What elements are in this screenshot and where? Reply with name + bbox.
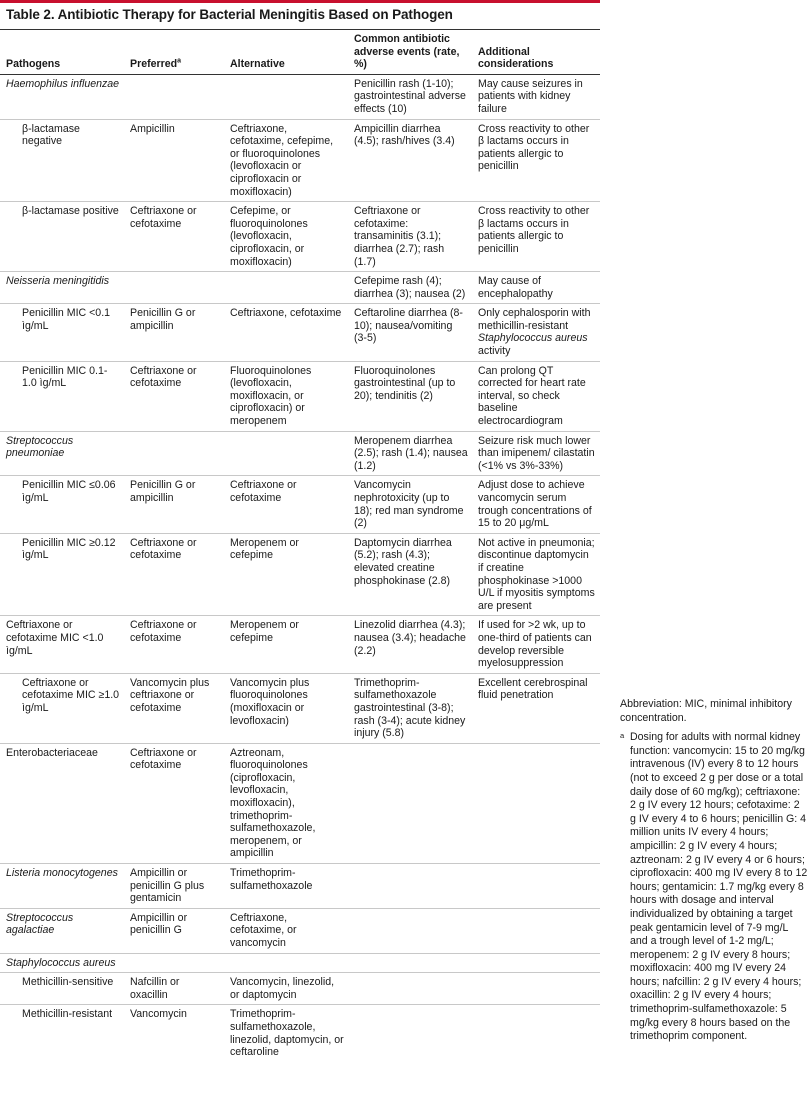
table-row [0,743,600,863]
therapy-table-container [0,30,600,1062]
preferred-cell [124,74,224,119]
table-row [0,431,600,476]
alternative-cell: Meropenem or cefepime [230,619,299,644]
alternative-cell [224,953,348,973]
table-notes [620,698,808,1044]
header-considerations: Additional considerations [472,30,600,74]
table-title: Table 2. Antibiotic Therapy for Bacterial Meningitis Based on Pathogen [6,7,453,22]
considerations-cell: May cause seizures in patients with kidney failure [478,77,583,115]
preferred-cell [124,431,224,476]
considerations-text: Only cephalosporin with methicillin-resistant [478,307,591,332]
table-row [0,533,600,616]
alternative-cell: Aztreonam, fluoroquinolones (ciprofloxacin, levofloxacin, moxifloxacin), trimethoprim-sulfamethoxazole, meropenem, or ampicillin [230,746,316,860]
alternative-cell: Fluoroquinolones (levofloxacin, moxifloxacin, or ciprofloxacin) or meropenem [230,364,312,428]
considerations-cell: If used for >2 wk, up to one-third of patients can develop reversible myelosuppression [478,619,592,670]
header-pathogens: Pathogens [0,30,124,74]
preferred-cell: Ampicillin [130,122,175,135]
header-preferred [124,30,224,74]
alternative-cell [224,431,348,476]
adverse-cell [348,743,472,863]
alternative-cell: Cefepime, or fluoroquinolones (levofloxacin, ciprofloxacin, or moxifloxacin) [230,205,308,268]
table-row [0,74,600,119]
header-preferred-label: Preferred [130,58,178,71]
pathogen-cell: Neisseria meningitidis [6,275,110,288]
preferred-cell: Vancomycin [130,1008,187,1021]
pathogen-cell: Streptococcus pneumoniae [6,434,74,460]
considerations-cell: Cross reactivity to other β lactams occurs in patients allergic to penicillin [478,205,590,255]
alternative-cell: Trimethoprim-sulfamethoxazole [230,867,313,892]
considerations-cell [472,304,600,361]
preferred-cell: Penicillin G or ampicillin [130,479,196,504]
pathogen-cell: Listeria monocytogenes [6,867,118,880]
adverse-cell [348,1005,472,1062]
title-accent-bar [0,0,600,3]
header-alternative: Alternative [224,30,348,74]
header-row [0,30,600,74]
considerations-cell: Adjust dose to achieve vancomycin serum trough concentrations of 15 to 20 μg/mL [478,479,592,530]
table-row [0,1005,600,1062]
pathogen-cell: Staphylococcus aureus [6,956,116,969]
dosing-footnote [620,731,808,1044]
abbreviation-note: Abbreviation: MIC, minimal inhibitory concentration. [620,698,792,724]
alternative-cell: Ceftriaxone, cefotaxime, cefepime, or fluoroquinolones (levofloxacin or ciprofloxacin or moxifloxacin) [230,122,334,198]
considerations-cell: Seizure risk much lower than imipenem/ cilastatin (<1% vs 3%-33%) [478,434,595,472]
considerations-cell [472,973,600,1005]
header-adverse-events: Common antibiotic adverse events (rate, %) [348,30,472,74]
preferred-cell: Nafcillin or oxacillin [130,976,180,1001]
adverse-cell [348,973,472,1005]
alternative-cell: Meropenem or cefepime [230,536,299,562]
pathogen-cell: Penicillin MIC 0.1-1.0 ìg/mL [22,364,108,390]
preferred-cell: Vancomycin plus ceftriaxone or cefotaxime [130,676,210,714]
adverse-cell: Ceftaroline diarrhea (8-10); nausea/vomiting (3-5) [354,307,463,345]
table-row [0,304,600,361]
considerations-cell: Excellent cerebrospinal fluid penetration [478,676,588,702]
table-row [0,973,600,1005]
pathogen-cell: Streptococcus agalactiae [6,911,74,937]
table-row [0,361,600,431]
considerations-cell: Not active in pneumonia; discontinue daptomycin if creatine phosphokinase >1000 U/L if myositis symptoms are present [478,536,595,612]
pathogen-cell: Penicillin MIC ≥0.12 ìg/mL [22,536,116,562]
alternative-cell: Vancomycin plus fluoroquinolones (moxifloxacin or levofloxacin) [230,676,310,727]
adverse-cell [348,908,472,953]
table-row [0,673,600,743]
adverse-cell: Fluoroquinolones gastrointestinal (up to 20); tendinitis (2) [354,364,456,402]
considerations-text-end: activity [478,345,511,358]
considerations-organism: Staphylococcus aureus [478,332,588,345]
table-row [0,202,600,272]
considerations-cell: Can prolong QT corrected for heart rate interval, so check baseline electrocardiogram [478,364,586,428]
table-row [0,476,600,533]
pathogen-cell: β-lactamase negative [22,122,80,148]
alternative-cell: Vancomycin, linezolid, or daptomycin [230,976,335,1001]
adverse-cell: Meropenem diarrhea (2.5); rash (1.4); nausea (1.2) [354,434,468,472]
therapy-table [0,30,600,1062]
pathogen-cell: Ceftriaxone or cefotaxime MIC <1.0 ìg/mL [6,619,104,657]
alternative-cell: Ceftriaxone, cefotaxime, or vancomycin [230,911,297,949]
pathogen-cell: β-lactamase positive [22,205,119,218]
alternative-cell: Trimethoprim-sulfamethoxazole, linezolid, daptomycin, or ceftaroline [230,1008,344,1059]
adverse-cell [348,864,472,909]
pathogen-cell: Methicillin-resistant [22,1008,113,1021]
considerations-cell [472,864,600,909]
adverse-cell: Penicillin rash (1-10); gastrointestinal adverse effects (10) [354,77,466,115]
pathogen-cell: Penicillin MIC ≤0.06 ìg/mL [22,479,116,504]
footnote-text: Dosing for adults with normal kidney function: vancomycin: 15 to 20 mg/kg intravenous (IV) every 8 to 12 hours (not to exceed 2 g per dose or a total daily dose of 60 mg/kg); ceftriaxone: 2 g IV every 12 hours; cefotaxime: 2 g IV every 4 to 6 hours; penicillin G: 4 million units IV every 4 hours; ampicillin: 2 g IV every 4 hours; aztreonam: 2 g IV every 4 or 6 hours; ciprofloxacin: 400 mg IV every 8 to 12 hours; gentamicin: 1.7 mg/kg every 8 hours with dosage and interval individualized by obtaining a target peak gentamicin level of 7-9 mg/L and a trough level of 1-2 mg/L; meropenem: 2 g IV every 8 hours; moxifloxacin: 400 mg IV every 24 hours; nafcillin: 2 g IV every 4 hours; oxacillin: 2 g IV every 4 hours; trimethoprim-sulfamethoxazole: 5 mg/kg every 8 hours based on the trimethoprim component. [630,731,808,1043]
preferred-cell: Ampicillin or penicillin G [130,911,188,937]
pathogen-cell: Haemophilus influenzae [6,77,120,90]
considerations-cell [472,1005,600,1062]
preferred-cell: Ceftriaxone or cefotaxime [130,746,197,772]
header-preferred-footnote-mark: a [177,57,182,65]
considerations-cell [472,908,600,953]
preferred-cell: Ceftriaxone or cefotaxime [130,364,197,390]
preferred-cell [124,272,224,304]
pathogen-cell: Penicillin MIC <0.1 ìg/mL [22,307,111,332]
preferred-cell: Ampicillin or penicillin G plus gentamicin [130,867,205,905]
adverse-cell [348,953,472,973]
adverse-cell: Ceftriaxone or cefotaxime: transaminitis (3.1); diarrhea (2.7); rash (1.7) [354,205,445,268]
adverse-cell: Vancomycin nephrotoxicity (up to 18); red man syndrome (2) [354,479,464,530]
table-row [0,272,600,304]
considerations-cell: Cross reactivity to other β lactams occurs in patients allergic to penicillin [478,122,590,173]
footnote-mark: a [620,731,625,741]
table-row [0,616,600,673]
alternative-cell [224,272,348,304]
considerations-cell [472,953,600,973]
table-row [0,119,600,202]
preferred-cell: Ceftriaxone or cefotaxime [130,205,197,230]
adverse-cell: Daptomycin diarrhea (5.2); rash (4.3); elevated creatine phosphokinase (2.8) [354,536,452,587]
considerations-cell [472,743,600,863]
preferred-cell: Ceftriaxone or cefotaxime [130,536,197,562]
preferred-cell: Penicillin G or ampicillin [130,307,196,332]
alternative-cell [224,74,348,119]
adverse-cell: Trimethoprim-sulfamethoxazole gastrointestinal (3-8); rash (3-4); acute kidney injury (5.8) [354,676,466,740]
table-row [0,908,600,953]
adverse-cell: Linezolid diarrhea (4.3); nausea (3.4); headache (2.2) [354,619,466,657]
preferred-cell: Ceftriaxone or cefotaxime [130,619,197,644]
pathogen-cell: Methicillin-sensitive [22,976,114,989]
table-row [0,953,600,973]
considerations-cell: May cause of encephalopathy [478,275,553,300]
table-row [0,864,600,909]
adverse-cell: Ampicillin diarrhea (4.5); rash/hives (3.4) [354,122,455,148]
adverse-cell: Cefepime rash (4); diarrhea (3); nausea (2) [354,275,466,300]
alternative-cell: Ceftriaxone or cefotaxime [230,479,297,504]
pathogen-cell: Ceftriaxone or cefotaxime MIC ≥1.0 ìg/mL [22,676,120,714]
pathogen-cell: Enterobacteriaceae [6,746,98,759]
alternative-cell: Ceftriaxone, cefotaxime [230,307,342,320]
